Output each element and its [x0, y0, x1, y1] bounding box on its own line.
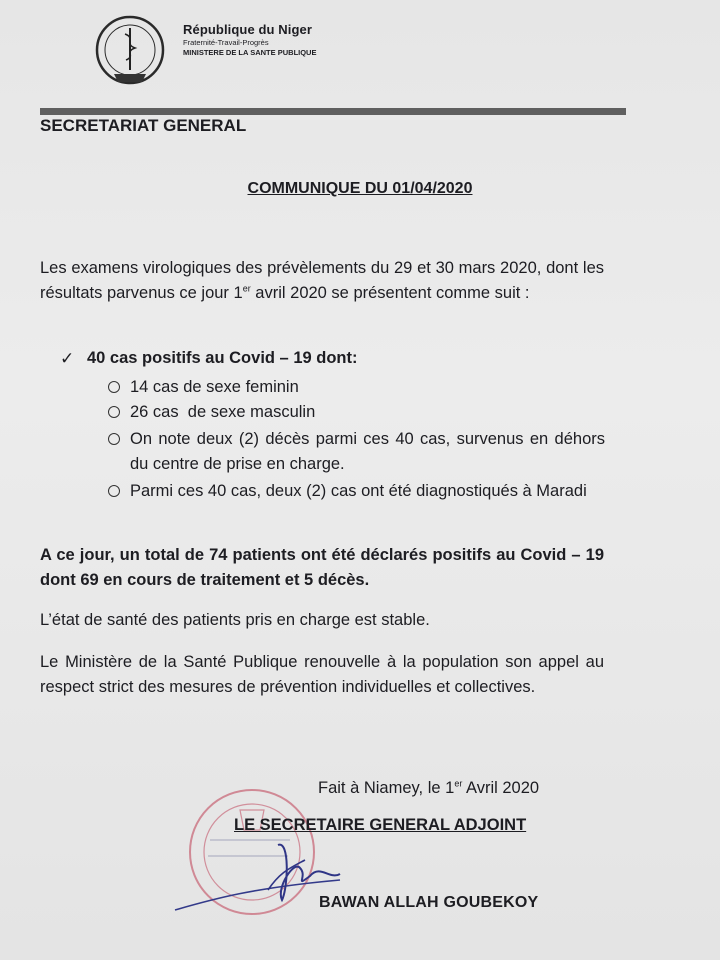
circle-bullet-icon: [108, 381, 120, 393]
patient-status: L’état de santé des patients pris en charge est stable.: [40, 611, 430, 629]
place-and-date: [318, 779, 539, 798]
place-date-text-2: Avril 2020: [462, 779, 540, 797]
republic-name: République du Niger: [183, 22, 313, 37]
positive-cases-label: 40 cas positifs au Covid – 19 dont:: [87, 349, 358, 367]
header-divider: [40, 108, 626, 115]
place-date-text-1: Fait à Niamey, le 1: [318, 779, 455, 797]
circle-bullet-icon: [108, 433, 120, 445]
intro-text-2: avril 2020 se présentent comme suit :: [250, 284, 530, 302]
circle-bullet-icon: [108, 485, 120, 497]
letterhead: [183, 22, 316, 57]
communique-title: [0, 180, 720, 198]
total-summary: A ce jour, un total de 74 patients ont été déclarés positifs au Covid – 19 dont 69 en cours de traitement et 5 décès.: [40, 546, 604, 589]
intro-text-1: Les examens virologiques des prévèlements du 29 et 30 mars 2020, dont les résultats parvenus ce jour 1: [40, 259, 604, 302]
list-item: Parmi ces 40 cas, deux (2) cas ont été diagnostiqués à Maradi: [130, 482, 587, 500]
ministry-emblem-icon: [92, 12, 168, 88]
circle-bullet-icon: [108, 406, 120, 418]
intro-paragraph: [40, 256, 604, 306]
communique-title-text: COMMUNIQUE DU 01/04/2020: [247, 180, 473, 197]
secretariat-heading: SECRETARIAT GENERAL: [40, 116, 247, 135]
national-motto: Fraternité-Travail-Progrès: [183, 38, 269, 47]
ministry-appeal: Le Ministère de la Santé Publique renouvelle à la population son appel au respect strict des mesures de prévention individuelles et collectives.: [40, 653, 604, 696]
signatory-name: BAWAN ALLAH GOUBEKOY: [319, 894, 539, 911]
intro-sup: er: [242, 283, 251, 294]
list-item: 26 cas de sexe masculin: [130, 403, 316, 421]
list-item: On note deux (2) décès parmi ces 40 cas, survenus en déhors du centre de prise en charge.: [130, 430, 605, 473]
list-item: 14 cas de sexe feminin: [130, 378, 299, 396]
ministry-name: MINISTERE DE LA SANTE PUBLIQUE: [183, 48, 317, 57]
place-date-sup: er: [454, 778, 463, 789]
signatory-title: LE SECRETAIRE GENERAL ADJOINT: [234, 816, 527, 834]
checkmark-icon: ✓: [60, 349, 75, 368]
